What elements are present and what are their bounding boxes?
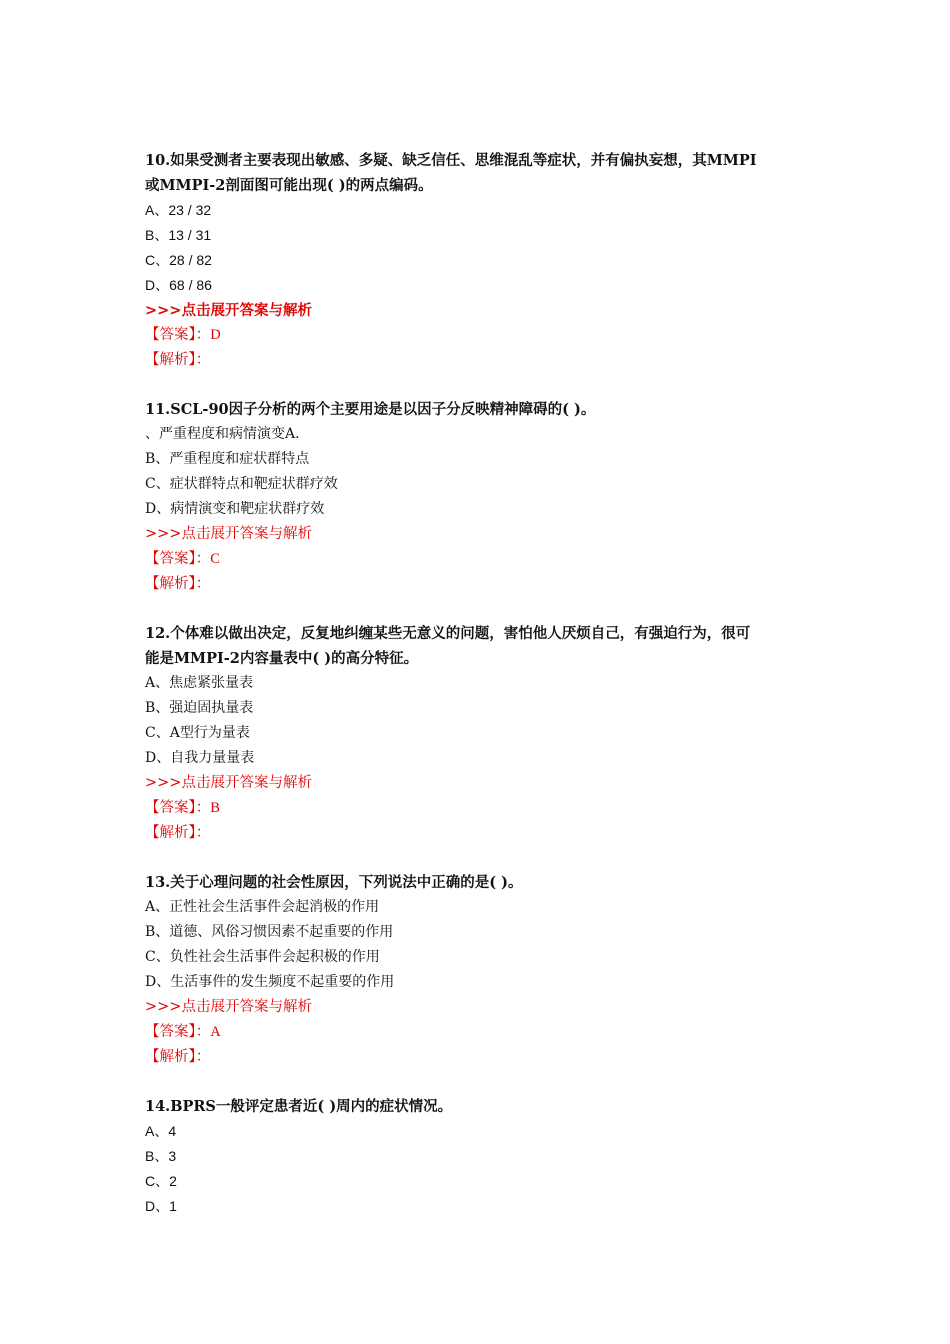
answer-label: 【答案】： bbox=[145, 800, 211, 816]
answer-value: D bbox=[210, 327, 221, 343]
answer-value: B bbox=[210, 800, 220, 816]
question-stem-line: 11.SCL-90因子分析的两个主要用途是以因子分反映精神障碍的( )。 bbox=[145, 401, 596, 418]
answer-value: A bbox=[210, 1024, 221, 1040]
option-d: D、生活事件的发生频度不起重要的作用 bbox=[145, 974, 395, 990]
option-c: C、2 bbox=[145, 1173, 177, 1189]
option-c: C、28 / 82 bbox=[145, 252, 212, 268]
option-d: D、1 bbox=[145, 1198, 177, 1214]
question-11 bbox=[145, 397, 815, 597]
option-c: C、症状群特点和靶症状群疗效 bbox=[145, 476, 338, 492]
analysis-label: 【解析】： bbox=[145, 352, 211, 368]
question-stem-line: 12.个体难以做出决定，反复地纠缠某些无意义的问题，害怕他人厌烦自己，有强迫行为，很可 bbox=[145, 625, 751, 642]
option-c: C、A型行为量表 bbox=[145, 725, 250, 741]
question-stem-line: 10.如果受测者主要表现出敏感、多疑、缺乏信任、思维混乱等症状，并有偏执妄想，其MMPI bbox=[145, 152, 757, 169]
option-d: D、自我力量量表 bbox=[145, 750, 255, 766]
analysis-label: 【解析】： bbox=[145, 825, 211, 841]
option-c: C、负性社会生活事件会起积极的作用 bbox=[145, 949, 380, 965]
answer-label: 【答案】： bbox=[145, 551, 211, 567]
option-a: A、正性社会生活事件会起消极的作用 bbox=[145, 899, 380, 915]
option-d: D、病情演变和靶症状群疗效 bbox=[145, 501, 325, 517]
option-a: A、23 / 32 bbox=[145, 202, 212, 218]
expand-answer-link[interactable]: >>>点击展开答案与解析 bbox=[145, 302, 312, 319]
question-10 bbox=[145, 148, 815, 373]
expand-answer-link[interactable]: >>>点击展开答案与解析 bbox=[145, 775, 312, 791]
question-13 bbox=[145, 870, 815, 1070]
answer-label: 【答案】： bbox=[145, 1024, 211, 1040]
analysis-label: 【解析】： bbox=[145, 1049, 211, 1065]
answer-row bbox=[145, 1020, 815, 1045]
option-a: A、焦虑紧张量表 bbox=[145, 675, 254, 691]
option-a: 、严重程度和病情演变A. bbox=[145, 426, 300, 442]
question-stem-line: 13.关于心理问题的社会性原因，下列说法中正确的是( )。 bbox=[145, 874, 523, 891]
option-b: B、13 / 31 bbox=[145, 227, 212, 243]
question-stem-line: 能是MMPI-2内容量表中( )的高分特征。 bbox=[145, 650, 419, 667]
question-stem-line: 或MMPI-2剖面图可能出现( )的两点编码。 bbox=[145, 177, 433, 194]
answer-row bbox=[145, 796, 815, 821]
answer-row bbox=[145, 547, 815, 572]
answer-row bbox=[145, 323, 815, 348]
answer-label: 【答案】： bbox=[145, 327, 211, 343]
question-12 bbox=[145, 621, 815, 846]
option-b: B、严重程度和症状群特点 bbox=[145, 451, 310, 467]
question-stem-line: 14.BPRS一般评定患者近( )周内的症状情况。 bbox=[145, 1098, 453, 1115]
question-14 bbox=[145, 1094, 815, 1219]
option-b: B、道德、风俗习惯因素不起重要的作用 bbox=[145, 924, 394, 940]
option-a: A、4 bbox=[145, 1123, 177, 1139]
option-b: B、3 bbox=[145, 1148, 177, 1164]
expand-answer-link[interactable]: >>>点击展开答案与解析 bbox=[145, 999, 312, 1015]
document-page bbox=[145, 148, 815, 1243]
option-d: D、68 / 86 bbox=[145, 277, 212, 293]
analysis-label: 【解析】： bbox=[145, 576, 211, 592]
expand-answer-link[interactable]: >>>点击展开答案与解析 bbox=[145, 526, 312, 542]
option-b: B、强迫固执量表 bbox=[145, 700, 254, 716]
answer-value: C bbox=[210, 551, 220, 567]
